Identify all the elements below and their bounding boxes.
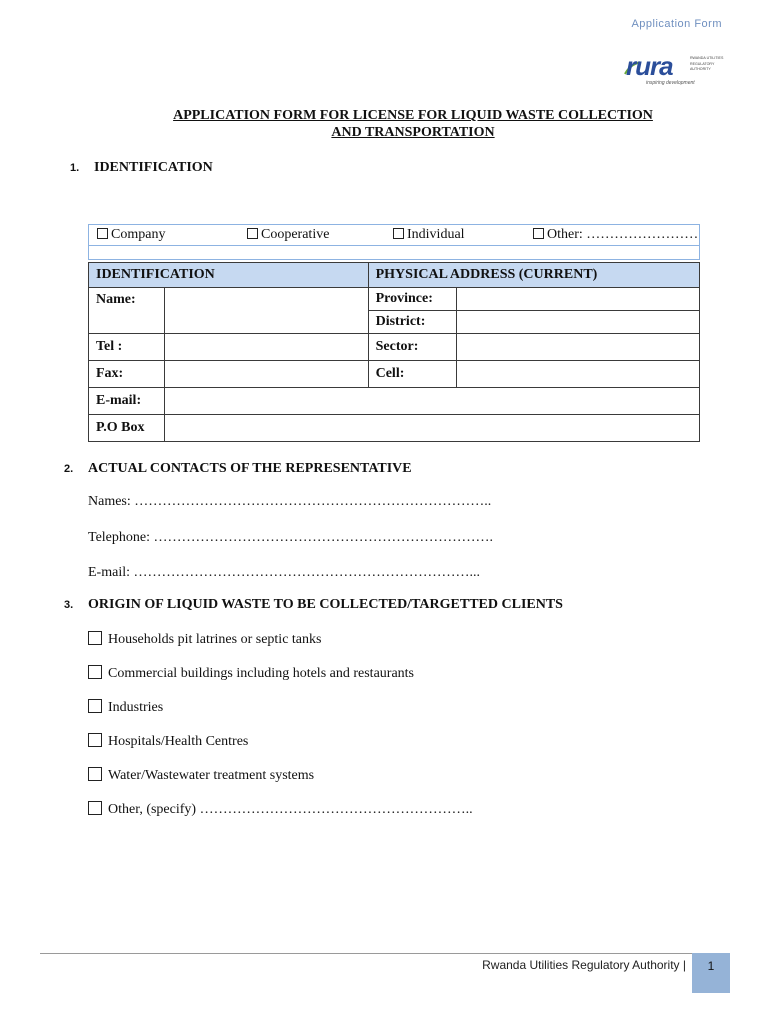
section3-heading [64,597,563,613]
origin-option-industries[interactable] [88,699,163,716]
type-label: Individual [407,227,465,242]
section3-title: ORIGIN OF LIQUID WASTE TO BE COLLECTED/TARGETTED CLIENTS [88,597,563,612]
po-box-field[interactable] [164,415,699,442]
type-option-other[interactable] [533,227,698,243]
checkbox[interactable] [88,767,102,781]
footer-divider [40,953,730,954]
identification-table [88,262,700,442]
checkbox[interactable] [88,733,102,747]
tel-field[interactable] [164,334,368,361]
cooperative-checkbox[interactable] [247,228,258,239]
type-option-individual[interactable] [393,227,465,243]
type-option-company[interactable] [97,227,165,243]
logo-tagline: inspiring development [646,80,695,86]
option-label: Commercial buildings including hotels and restaurants [108,666,414,681]
header-label: Application Form [631,18,722,30]
origin-option-commercial[interactable] [88,665,414,682]
type-row-divider [89,245,699,246]
section3-number: 3. [64,599,74,611]
table-row [89,288,700,311]
option-label: Households pit latrines or septic tanks [108,632,322,647]
name-field[interactable] [164,288,368,334]
form-title [100,107,726,141]
checkbox[interactable] [88,665,102,679]
fax-label: Fax: [89,361,165,388]
type-label: Company [111,227,166,242]
table-row [89,334,700,361]
type-option-cooperative[interactable] [247,227,329,243]
checkbox[interactable] [88,699,102,713]
origin-option-hospitals[interactable] [88,733,248,750]
option-label: Other, (specify) ………………………………………………….. [108,802,473,817]
individual-checkbox[interactable] [393,228,404,239]
option-label: Hospitals/Health Centres [108,734,249,749]
origin-option-water-systems[interactable] [88,767,314,784]
tel-label: Tel : [89,334,165,361]
identification-header: IDENTIFICATION [89,263,369,288]
table-row [89,388,700,415]
name-label: Name: [89,288,165,334]
rep-telephone-line[interactable]: Telephone: ………………………………………………………………. [88,530,493,545]
sector-label: Sector: [368,334,456,361]
logo-side-text: RWANDA UTILITIES REGULATORY AUTHORITY [690,56,724,71]
footer-org: Rwanda Utilities Regulatory Authority | [482,958,686,972]
table-row [89,415,700,442]
origin-option-households[interactable] [88,631,321,648]
page-number: 1 [692,953,730,993]
province-label: Province: [368,288,456,311]
table-row [89,361,700,388]
section2-heading [64,461,412,477]
rep-email-line[interactable]: E-mail: ………………………………………………………………... [88,565,480,580]
option-label: Water/Wastewater treatment systems [108,768,315,783]
checkbox[interactable] [88,631,102,645]
checkbox[interactable] [88,801,102,815]
company-checkbox[interactable] [97,228,108,239]
section2-title: ACTUAL CONTACTS OF THE REPRESENTATIVE [88,461,412,476]
type-label: Cooperative [261,227,330,242]
sector-field[interactable] [456,334,699,361]
section1-number: 1. [70,162,80,174]
cell-field[interactable] [456,361,699,388]
type-label: Other: …………………… [547,227,699,242]
form-title-line1: APPLICATION FORM FOR LICENSE FOR LIQUID WASTE COLLECTION [173,108,653,123]
email-label: E-mail: [89,388,165,415]
fax-field[interactable] [164,361,368,388]
applicant-type-row [88,224,700,260]
section2-number: 2. [64,463,74,475]
rura-logo [626,52,722,88]
province-field[interactable] [456,288,699,311]
po-box-label: P.O Box [89,415,165,442]
table-header-row [89,263,700,288]
email-field[interactable] [164,388,699,415]
district-label: District: [368,311,456,334]
option-label: Industries [108,700,164,715]
other-checkbox[interactable] [533,228,544,239]
rep-names-line[interactable]: Names: ………………………………………………………………….. [88,494,492,509]
section1-title: IDENTIFICATION [94,160,213,175]
form-title-line2: AND TRANSPORTATION [331,125,495,140]
section1-heading [70,160,213,176]
district-field[interactable] [456,311,699,334]
physical-address-header: PHYSICAL ADDRESS (CURRENT) [368,263,699,288]
cell-label: Cell: [368,361,456,388]
origin-option-other[interactable] [88,801,473,818]
logo-word: rura [626,51,673,81]
